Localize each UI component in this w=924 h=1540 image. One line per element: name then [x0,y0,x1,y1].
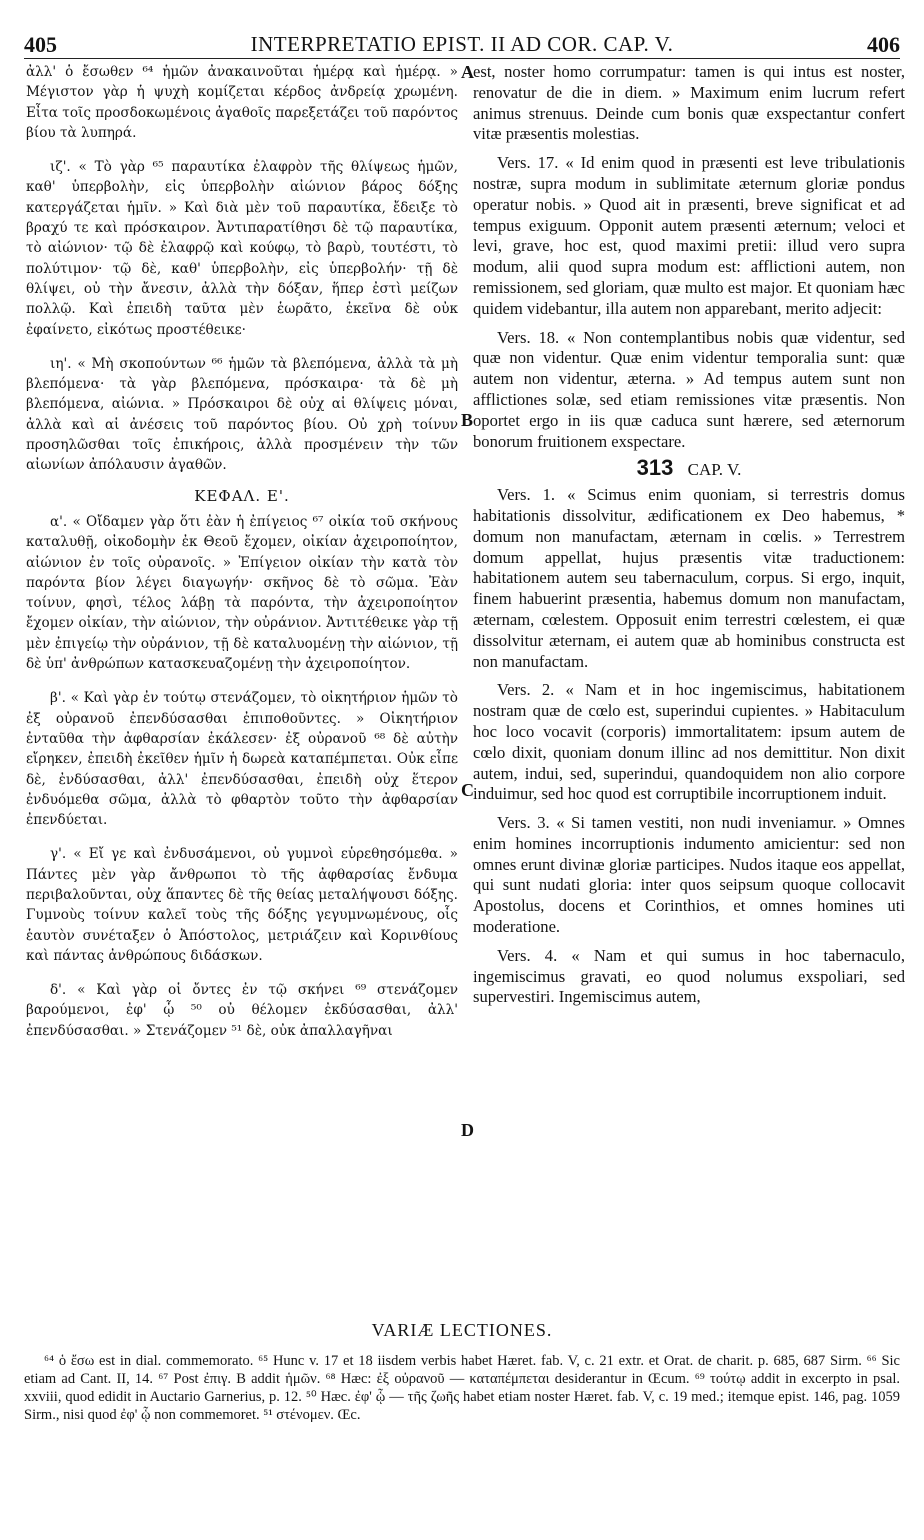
margin-marker-a: A [461,62,474,82]
latin-paragraph: Vers. 1. « Scimus enim quoniam, si terrestris domus habitationis dissolvitur, ædificationem ex Deo habemus, * domum non manufactam, æternam in cœlis. » Terrestrem domum appellat, hujus præsentis vitæ traductionem: habitationem autem seu tabernaculum, corpus. Si ergo, inquit, finem habuerint præsentia, habemus domum non manufactam, æternam, cœlestem. Opposuit enim terrestri cœlestem, ei quæ dissolvitur æternam, ei autem quæ ab hominibus constructa est non manufactam. [473,485,905,671]
chapter-number: 313 [636,455,674,481]
greek-column [26,62,458,1302]
variae-lectiones-heading: VARIÆ LECTIONES. [371,1320,553,1340]
chapter-label: CAP. V. [687,460,742,480]
greek-paragraph: γ'. « Εἴ γε καὶ ἐνδυσάμενοι, οὐ γυμνοὶ εὑρεθησόμεθα. » Πάντες μὲν γὰρ ἄνθρωποι τὸ τῆς ἀφθαρσίας ἔνδυμα περιβαλοῦνται, οὐχ ἅπαντες δὲ τῆς θείας μεταλήψουσι δόξης. Γυμνοὺς τοίνυν καλεῖ τοὺς τῆς δόξης γεγυμνωμένους, οἷς ἑαυτὸν συνέταξεν ὁ Ἀπόστολος, μετριάζειν καὶ Κορινθίους καὶ πάντας ἀνθρώπους διδάσκων. [26,846,458,964]
greek-paragraph: ιη'. « Μὴ σκοπούντων ⁶⁶ ἡμῶν τὰ βλεπόμενα, ἀλλὰ τὰ μὴ βλεπόμενα· τὰ γὰρ βλεπόμενα, πρόσκαιρα· τὰ δὲ μὴ βλεπόμενα, αἰώνια. » Πρόσκαιροι δὲ οὐχ αἱ θλίψεις μόναι, ἀλλὰ καὶ αἱ ἀνέσεις τοῦ παρόντος βίου. Οὐ χρὴ τοίνυν προσηλῶσθαι τοῖς ἐπικήροις, ἀλλὰ προσμένειν τὴν τῶν αἰωνίων ἀπόλαυσιν ἀγαθῶν. [26,355,458,474]
latin-paragraph: Vers. 3. « Si tamen vestiti, non nudi inveniamur. » Omnes enim homines incorruptionis indumento amicientur: sed non omnes erunt divinæ gloriæ participes. Nudos itaque eos appellat, qui sunt nudati gloria: inter quos seipsum quoque collocavit Apostolus, docens et Corinthios, et omnes homines uti moderatione. [473,813,905,937]
greek-paragraph: α'. « Οἴδαμεν γὰρ ὅτι ἐὰν ἡ ἐπίγειος ⁶⁷ οἰκία τοῦ σκήνους καταλυθῇ, οἰκοδομὴν ἐκ Θεοῦ ἔχομεν, οἰκίαν ἀχειροποίητον, αἰώνιον ἐν τοῖς οὐρανοῖς. » Ἐπίγειον οἰκίαν τὴν κατὰ τὸν παρόντα βίον λέγει διαγωγήν· σκῆνος δὲ τὸ σῶμα. Ἐὰν τοίνυν, φησὶ, τέλος λάβῃ τὰ παρόντα, τὴν ἀχειροποίητον ἔχομεν οἰκίαν, τὴν αἰώνιον, τὴν οὐράνιον. Ἀντιτέθεικε γὰρ τῇ μὲν ἐπιγείῳ τὴν οὐράνιον, τῇ δὲ καταλυομένῃ τὴν αἰώνιον, τῇ δὲ ὑπ' ἀνθρώπων κατασκευαζομένῃ τὴν ἀχειροποίητον. [26,513,458,673]
greek-paragraph: ἀλλ' ὁ ἔσωθεν ⁶⁴ ἡμῶν ἀνακαινοῦται ἡμέρᾳ καὶ ἡμέρᾳ. » Μέγιστον γὰρ ἡ ψυχὴ κομίζεται κέρδος ἀνδρείᾳ χρωμένη. Εἶτα τοῖς προσδοκωμένοις ἀγαθοῖς παρεξετάζει τοῦ παρόντος βίου τὰ λυπηρά. [26,64,458,141]
greek-paragraph: β'. « Καὶ γὰρ ἐν τούτῳ στενάζομεν, τὸ οἰκητήριον ἡμῶν τὸ ἐξ οὐρανοῦ ἐπενδύσασθαι ἐπιποθοῦντες. » Οἰκητήριον ἐνταῦθα τὴν ἀφθαρσίαν ἐκάλεσεν· ἐξ οὐρανοῦ ⁶⁸ δὲ αὐτὴν εἴρηκεν, ἐπειδὴ ἐκεῖθεν ἡμῖν ἡ δωρεὰ καταπέμπεται. Οὐκ εἶπε δὲ, ἐνδύσασθαι, ἀλλ' ἐπενδύσασθαι, ἐπειδὴ οὐχ ἕτερον ἐνδυόμεθα σῶμα, ἀλλὰ τὸ φθαρτὸν τοῦτο τὴν ἀφθαρσίαν ἐπενδύεται. [26,690,458,829]
latin-paragraph: est, noster homo corrumpatur: tamen is qui intus est noster, renovatur de die in diem. » Maximum enim lucrum refert animus strenuus. Deinde cum bonis quæ exspectantur confert vitæ præsentis molestias. [473,62,905,144]
latin-paragraph: Vers. 2. « Nam et in hoc ingemiscimus, habitationem nostram quæ de cœlo est, superindui cupientes. » Habitaculum hoc loco vocavit (corporis) immortalitatem: ipsum autem de cœlo dixit, quoniam donum illinc ad nos demittitur. Non dixit autem, indui, sed, superindui, quandoquidem non alio corpore induimur, sed hoc quod est corruptibile incorruptionem induit. [473,680,905,804]
latin-column [473,62,905,1302]
greek-paragraph: δ'. « Καὶ γὰρ οἱ ὄντες ἐν τῷ σκήνει ⁶⁹ στενάζομεν βαρούμενοι, ἐφ' ᾧ ⁵⁰ οὐ θέλομεν ἐκδύσασθαι, ἀλλ' ἐπενδύσασθαι. » Στενάζομεν ⁵¹ δὲ, οὐκ ἀπαλλαγῆναι [26,982,458,1039]
margin-marker-c: C [461,780,474,800]
greek-paragraph: ιζ'. « Τὸ γὰρ ⁶⁵ παραυτίκα ἐλαφρὸν τῆς θλίψεως ἡμῶν, καθ' ὑπερβολὴν, εἰς ὑπερβολὴν αἰώνιον βάρος δόξης κατεργάζεται ἡμῖν. » Καὶ διὰ μὲν τοῦ παραυτίκα, ἔδειξε τὸ βραχύ τε καὶ πρόσκαιρον. Ἀντιπαρατίθησι δὲ τῷ παραυτίκα, τὸ αἰώνιον· τῷ δὲ ἐλαφρῷ καὶ κούφῳ, τὸ βαρὺ, τουτέστι, τὸ πολύτιμον· τῷ δὲ, καθ' ὑπερβολὴν, εἰς ὑπερβολήν· τῇ δὲ θλίψει, οὐ τὴν ἄνεσιν, ἀλλὰ τὴν δόξαν, ἥπερ ἐστὶ μείζων πολλῷ. Καὶ ἐπειδὴ ταῦτα μὲν ἑωρᾶτο, ἐκεῖνα δὲ οὐκ ἐφαίνετο, εἰκότως προστέθεικε· [26,159,458,338]
latin-chapter-heading [473,455,905,481]
latin-paragraph: Vers. 17. « Id enim quod in præsenti est leve tribulationis nostræ, supra modum in sublimitate æternum gloriæ pondus operatur nobis. » Quod ait in præsenti, breve significat et ad tempus exiguum. Opponit autem præsenti æternum; veloci et levi, grave, hoc est, quod maximi pretii: illud vero supra modum, alii quod supra modum est: afflictioni autem, non remissionem, sed gloriam, quæ multo est major. Et quoniam hæc quidem videbantur, illa autem non apparebant, merito adjecit: [473,153,905,318]
variae-lectiones-notes [24,1352,900,1424]
variae-text: ⁶⁴ ὁ ἔσω est in dial. commemorato. ⁶⁵ Hunc v. 17 et 18 iisdem verbis habet Hæret. fab. V, c. 21 extr. et Orat. de charit. p. 685, 687 Sirm. ⁶⁶ Sic etiam ad Cant. II, 14. ⁶⁷ Post ἐπιγ. B addit ἡμῶν. ⁶⁸ Hæc: ἐξ οὐρανοῦ — καταπέμπεται desiderantur in Œcum. ⁶⁹ τούτῳ addit in excerpto in psal. xxviii, quod edidit in Auctario Garnerius, p. 12. ⁵⁰ Hæc. ἐφ' ᾧ — τῆς ζωῆς habet etiam noster Hæret. fab. V, c. 19 med.; itemque epist. 146, pag. 1059 Sirm., nisi quod ἐφ' ᾧ non commemoret. ⁵¹ στένομεν. Œc. [24,1353,900,1423]
running-title: INTERPRETATIO EPIST. II AD COR. CAP. V. [250,32,674,56]
margin-marker-d: D [461,1120,474,1140]
page-number-left: 405 [24,32,57,57]
page-header [24,18,900,59]
margin-marker-b: B [461,410,474,430]
latin-paragraph: Vers. 18. « Non contemplantibus nobis quæ videntur, sed quæ non videntur. Quæ enim videntur temporalia sunt: quæ autem non videntur, æterna. » Ad tempus autem sunt non afflictiones solæ, sed etiam remissiones vitæ præsentis. Non oportet ergo in iis quæ caduca sunt hærere, sed æternorum bonorum fruitionem exspectare. [473,327,905,451]
greek-section-heading: ΚΕΦΑΛ. Ε'. [194,486,290,505]
latin-paragraph: Vers. 4. « Nam et qui sumus in hoc tabernaculo, ingemiscimus gravati, eo quod nolumus exspoliari, sed supervestiri. Ingemiscimus autem, [473,945,905,1007]
page-number-right: 406 [867,32,900,57]
